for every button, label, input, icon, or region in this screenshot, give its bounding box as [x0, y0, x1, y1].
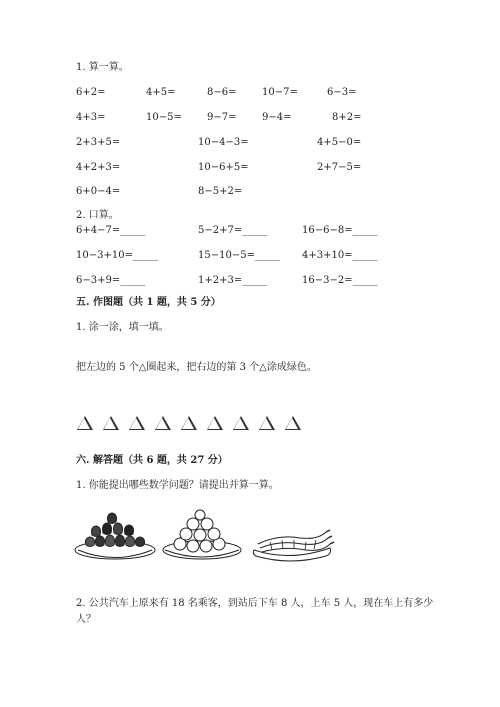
calc-problem: 4+3=: [76, 112, 106, 123]
calc-problem: 6+2=: [76, 87, 106, 98]
calc-title: 1. 算一算。: [76, 62, 129, 73]
oral-problem: 6+4−7=_____: [76, 225, 146, 236]
calc-problem: 8−6=: [207, 87, 237, 98]
triangle-icon[interactable]: [207, 416, 223, 430]
calc-problem: 4+5−0=: [317, 137, 362, 148]
oral-problem: 1+2+3=_____: [198, 275, 268, 286]
triangle-icon[interactable]: [181, 416, 197, 430]
triangle-icon[interactable]: [129, 416, 145, 430]
section6-q2-line1: 2. 公共汽车上原来有 18 名乘客，到站后下车 8 人，上车 5 人，现在车上有多少: [76, 598, 434, 609]
section6-heading: 六. 解答题（共 6 题，共 27 分）: [76, 455, 228, 466]
calc-problem: 8−5+2=: [198, 186, 243, 197]
oral-problem: 5−2+7=_____: [198, 225, 268, 236]
triangle-icon[interactable]: [285, 416, 301, 430]
triangle-icon[interactable]: [103, 416, 119, 430]
calc-problem: 10−4−3=: [198, 137, 249, 148]
oral-problem: 16−3−2=_____: [302, 275, 378, 286]
calc-problem: 10−7=: [262, 87, 298, 98]
banana-plate-icon: [250, 528, 336, 562]
oral-problem: 6−3+9=_____: [76, 275, 146, 286]
triangle-icon[interactable]: [155, 416, 171, 430]
oral-problem: 4+3+10=_____: [302, 250, 378, 261]
section5-q1-instruction: 把左边的 5 个△圈起来，把右边的第 3 个△涂成绿色。: [76, 362, 317, 373]
triangle-icon[interactable]: [77, 416, 93, 430]
calc-problem: 8+2=: [332, 112, 362, 123]
section5-q1-title: 1. 涂一涂，填一填。: [76, 322, 169, 333]
oral-problem: 15−10−5=_____: [198, 250, 280, 261]
oral-problem: 10−3+10=_____: [76, 250, 158, 261]
calc-problem: 6+0−4=: [76, 186, 121, 197]
section5-heading: 五. 作图题（共 1 题，共 5 分）: [76, 297, 221, 308]
strawberry-plate-icon: [72, 510, 158, 562]
calc-problem: 9−7=: [207, 112, 237, 123]
calc-problem: 10−5=: [146, 112, 182, 123]
calc-problem: 4+5=: [146, 87, 176, 98]
calc-problem: 2+3+5=: [76, 137, 121, 148]
calc-problem: 2+7−5=: [317, 162, 362, 173]
oral-title: 2. 口算。: [76, 210, 119, 221]
oral-problem: 16−6−8=_____: [302, 225, 378, 236]
section6-q2-line2: 人？: [76, 614, 96, 625]
calc-problem: 9−4=: [262, 112, 292, 123]
apple-plate-icon: [160, 512, 244, 562]
triangle-icon[interactable]: [259, 416, 275, 430]
calc-problem: 6−3=: [327, 87, 357, 98]
calc-problem: 10−6+5=: [198, 162, 249, 173]
triangle-icon[interactable]: [233, 416, 249, 430]
section6-q1-title: 1. 你能提出哪些数学问题？请提出并算一算。: [76, 480, 279, 491]
calc-problem: 4+2+3=: [76, 162, 121, 173]
